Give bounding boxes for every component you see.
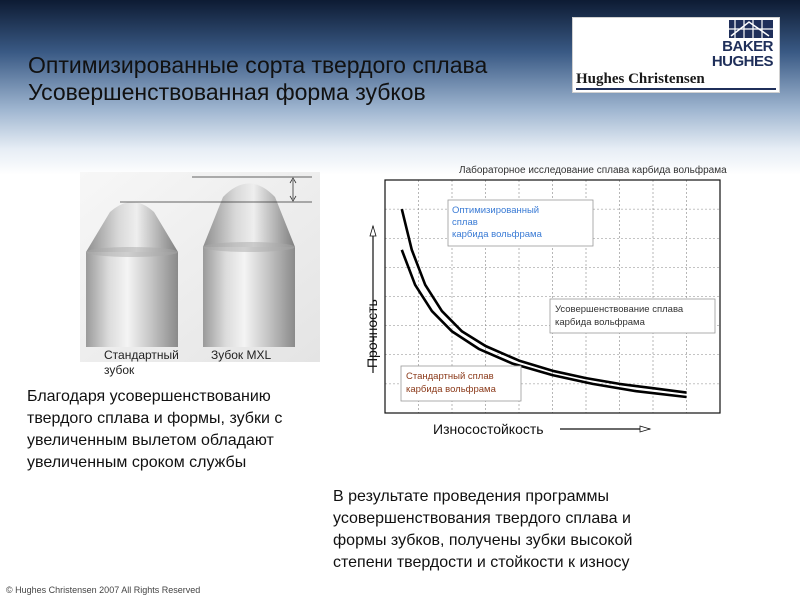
annotation-standard — [401, 366, 521, 401]
copyright-footer: © Hughes Christensen 2007 All Rights Reserved — [6, 585, 201, 595]
logo-underline — [576, 88, 776, 90]
conclusion-text — [333, 486, 763, 574]
description-line: увеличенным вылетом обладают — [27, 432, 274, 449]
slide-title — [28, 52, 568, 106]
caption-standard-cutter: Стандартный зубок — [104, 348, 179, 377]
logo-baker-text: BAKER — [722, 38, 773, 55]
conclusion-line: усовершенствования твердого сплава и — [333, 510, 631, 527]
annotation-optimized-line: карбида вольфрама — [452, 229, 542, 240]
description-line: увеличенным сроком службы — [27, 454, 247, 471]
description-line: твердого сплава и формы, зубки с — [27, 410, 283, 427]
logo-subtitle: Hughes Christensen — [576, 71, 705, 87]
conclusion-line: степени твердости и стойкости к износу — [333, 554, 630, 571]
annotation-optimized — [448, 200, 593, 246]
chart-title: Лабораторное исследование сплава карбида вольфрама — [459, 165, 727, 176]
title-line-2: Усовершенствованная форма зубков — [28, 79, 426, 105]
title-line-1: Оптимизированные сорта твердого сплава — [28, 52, 488, 78]
logo-hughes-text: HUGHES — [711, 53, 773, 70]
annotation-optimized-line: Оптимизированный — [452, 205, 540, 216]
strength-wear-chart — [360, 178, 760, 440]
caption-mxl-cutter: Зубок MXL — [211, 348, 272, 362]
y-axis-label: Прочность — [364, 299, 380, 368]
x-axis-arrow-icon — [560, 426, 650, 432]
annotation-improved-line: Усовершенствование сплава — [555, 304, 684, 315]
cutter-photo — [80, 172, 320, 362]
annotation-standard-line: карбида вольфрама — [406, 384, 496, 395]
baker-hughes-logo — [572, 17, 780, 93]
description-text — [27, 386, 357, 474]
annotation-standard-line: Стандартный сплав — [406, 371, 494, 382]
description-line: Благодаря усовершенствованию — [27, 388, 271, 405]
annotation-optimized-line: сплав — [452, 217, 478, 228]
logo-mark-icon — [729, 20, 773, 38]
annotation-improved — [550, 299, 715, 333]
annotation-improved-line: карбида вольфрама — [555, 317, 645, 328]
x-axis-label: Износостойкость — [433, 421, 544, 437]
conclusion-line: формы зубков, получены зубки высокой — [333, 532, 633, 549]
conclusion-line: В результате проведения программы — [333, 488, 610, 505]
